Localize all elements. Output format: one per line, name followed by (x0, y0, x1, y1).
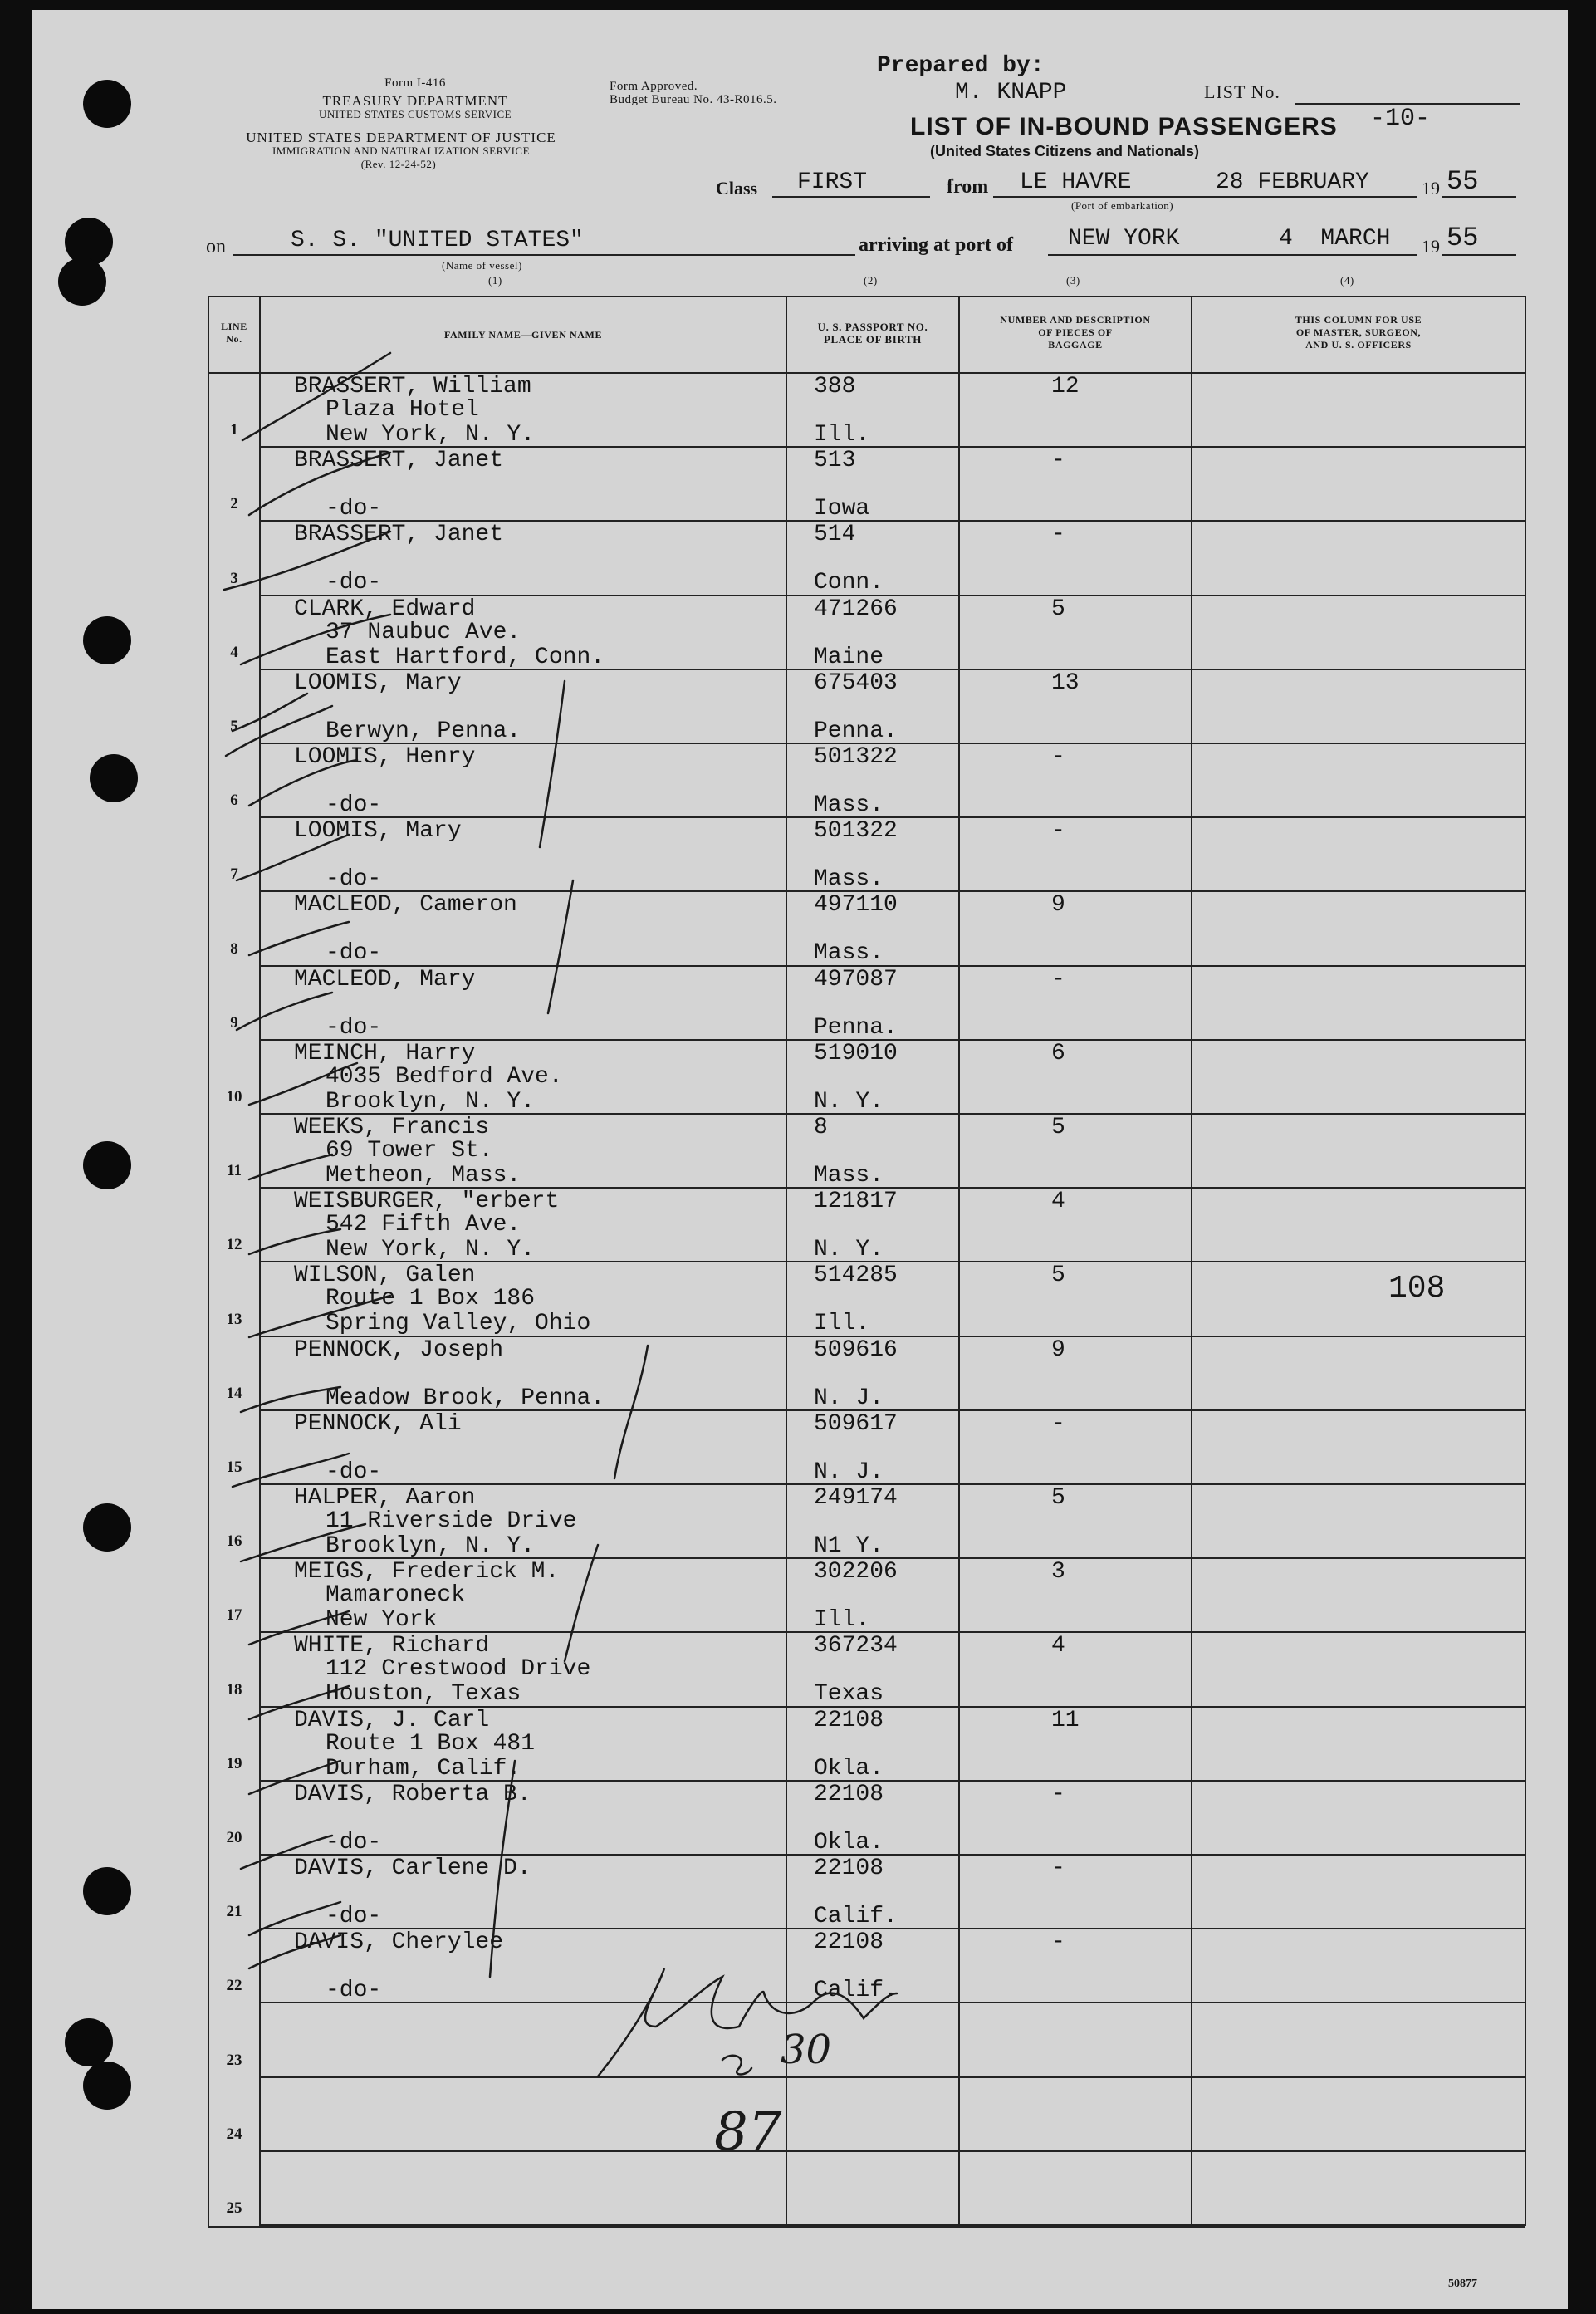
passenger-address-1: 542 Fifth Ave. (326, 1212, 521, 1238)
line-number: 2 (230, 495, 238, 513)
passenger-name: LOOMIS, Mary (294, 669, 462, 696)
passenger-address-2: New York, N. Y. (326, 422, 536, 448)
passenger-address-2: -do- (326, 866, 382, 893)
passport-number: 509616 (814, 1336, 898, 1363)
line-number: 24 (226, 2125, 242, 2143)
place-of-birth: Mass. (814, 866, 884, 893)
passenger-name: LOOMIS, Mary (294, 818, 462, 845)
customs-service: UNITED STATES CUSTOMS SERVICE (318, 108, 512, 120)
baggage-count: 4 (1051, 1189, 1065, 1215)
place-of-birth: Mass. (814, 1163, 884, 1189)
baggage-count: - (1051, 966, 1065, 993)
arrival-date: 4 MARCH (1279, 226, 1391, 252)
signature-scrawl (598, 1968, 897, 2076)
passenger-address-2: -do- (326, 1978, 382, 2004)
form-subtitle: (United States Citizens and Nationals) (930, 143, 1200, 159)
passenger-address-1: 4035 Bedford Ave. (326, 1063, 563, 1090)
from-year-prefix: 19 (1422, 178, 1440, 199)
passport-number: 497087 (814, 966, 898, 993)
passport-number: 22108 (814, 1856, 884, 1881)
check-mark (249, 453, 390, 515)
baggage-count: - (1051, 448, 1065, 474)
place-of-birth: N. J. (814, 1385, 884, 1411)
form-approved: Form Approved. (610, 80, 698, 93)
line-number: 6 (230, 792, 238, 810)
passenger-address-2: East Hartford, Conn. (326, 644, 605, 670)
passenger-address-2: New York (326, 1607, 438, 1634)
passenger-name: HALPER, Aaron (294, 1485, 476, 1511)
baggage-count: - (1051, 522, 1065, 548)
passport-number: 501322 (814, 818, 898, 845)
passenger-address-2: Meadow Brook, Penna. (326, 1385, 605, 1411)
line-number: 3 (230, 569, 238, 587)
check-mark (249, 760, 357, 806)
tally-stroke (614, 1346, 648, 1478)
tally-stroke (565, 1545, 598, 1661)
line-number: 13 (226, 1310, 242, 1328)
tally-stroke (540, 681, 565, 847)
baggage-count: 9 (1051, 1336, 1065, 1363)
passenger-name: MACLEOD, Mary (294, 966, 476, 993)
passenger-address-1: Route 1 Box 186 (326, 1286, 536, 1312)
place-of-birth: N1 Y. (814, 1533, 884, 1559)
passenger-address-1: Plaza Hotel (326, 397, 479, 423)
line-number: 14 (226, 1384, 242, 1402)
passenger-name: BRASSERT, Janet (294, 448, 504, 474)
passenger-name: WHITE, Richard (294, 1633, 490, 1660)
baggage-count: - (1051, 1781, 1065, 1807)
passenger-address-1: 69 Tower St. (326, 1138, 493, 1164)
margin-number: 108 (1388, 1271, 1446, 1307)
baggage-count: 4 (1051, 1633, 1065, 1660)
line-number: 1 (230, 421, 238, 439)
check-mark (249, 1935, 340, 1968)
check-mark (241, 1836, 332, 1869)
place-of-birth: Iowa (814, 496, 870, 522)
passenger-address-2: Metheon, Mass. (326, 1163, 521, 1189)
passport-number: 249174 (814, 1485, 898, 1511)
line-number: 11 (227, 1162, 242, 1180)
line-number: 12 (226, 1236, 242, 1254)
check-mark (249, 1296, 390, 1337)
baggage-count: - (1051, 1856, 1065, 1881)
line-number: 8 (230, 939, 238, 958)
check-mark (237, 835, 349, 880)
check-mark (241, 615, 390, 664)
place-of-birth: N. J. (814, 1459, 884, 1485)
passenger-address-2: -do- (326, 792, 382, 818)
vessel-name: S. S. "UNITED STATES" (291, 228, 584, 253)
passport-number: 121817 (814, 1189, 898, 1215)
place-of-birth: Okla. (814, 1755, 884, 1782)
passenger-address-2: New York, N. Y. (326, 1237, 536, 1263)
place-of-birth: Ill. (814, 1311, 870, 1337)
passport-number: 514285 (814, 1262, 898, 1289)
passenger-address-1: 112 Crestwood Drive (326, 1656, 591, 1683)
line-number: 9 (230, 1013, 238, 1032)
column-2-number: (2) (864, 274, 878, 287)
baggage-count: 11 (1051, 1707, 1080, 1733)
class-value: FIRST (797, 169, 868, 195)
baggage-count: 5 (1051, 1262, 1065, 1289)
baggage-count: - (1051, 1929, 1065, 1956)
baggage-count: - (1051, 1410, 1065, 1437)
footer-code: 50877 (1448, 2277, 1477, 2290)
passenger-address-1: Mamaroneck (326, 1582, 466, 1609)
list-number: -10- (1370, 105, 1431, 133)
list-number-label: LIST No. (1204, 81, 1280, 102)
passport-number: 8 (814, 1115, 828, 1140)
place-of-birth: Maine (814, 644, 884, 670)
baggage-count: 13 (1051, 669, 1080, 696)
passport-number: 388 (814, 374, 856, 400)
column-4-number: (4) (1340, 274, 1354, 287)
handwritten-number: 30 (781, 2027, 832, 2073)
passport-number: 514 (814, 522, 856, 548)
passport-number: 675403 (814, 669, 898, 696)
passenger-name: PENNOCK, Ali (294, 1410, 462, 1437)
line-number: 19 (226, 1754, 242, 1772)
passenger-name: WILSON, Galen (294, 1262, 476, 1289)
header-name: FAMILY NAME—GIVEN NAME (443, 329, 603, 341)
line-number: 10 (226, 1088, 242, 1106)
tally-stroke (490, 1761, 515, 1977)
tally-stroke (548, 880, 573, 1013)
passport-number: 22108 (814, 1929, 884, 1956)
line-number: 18 (226, 1680, 242, 1699)
place-of-birth: Ill. (814, 1607, 870, 1634)
passenger-name: BRASSERT, William (294, 374, 531, 400)
passport-number: 302206 (814, 1559, 898, 1586)
check-mark (249, 1063, 357, 1105)
check-mark (242, 353, 390, 440)
check-mark (249, 1761, 340, 1794)
prepared-by-name: M. KNAPP (955, 80, 1067, 105)
on-label: on (206, 236, 226, 257)
passenger-address-2: Brooklyn, N. Y. (326, 1088, 536, 1115)
passenger-name: DAVIS, J. Carl (294, 1707, 490, 1733)
check-mark (241, 1524, 365, 1561)
place-of-birth: N. Y. (814, 1237, 884, 1263)
passenger-name: MACLEOD, Cameron (294, 892, 517, 919)
place-of-birth: Penna. (814, 1014, 898, 1041)
passenger-name: CLARK, Edward (294, 596, 476, 622)
vessel-caption: (Name of vessel) (442, 259, 522, 272)
from-year: 55 (1447, 166, 1479, 197)
passenger-address-2: -do- (326, 1904, 382, 1929)
passenger-name: BRASSERT, Janet (294, 522, 504, 548)
passenger-address-2: Berwyn, Penna. (326, 718, 521, 744)
header-passport: U. S. PASSPORT NO. PLACE OF BIRTH (817, 321, 928, 346)
check-mark (249, 1686, 349, 1719)
form-number: Form I-416 (384, 76, 446, 90)
column-3-number: (3) (1066, 274, 1080, 287)
passenger-name: DAVIS, Carlene D. (294, 1856, 531, 1881)
justice-department: UNITED STATES DEPARTMENT OF JUSTICE (246, 130, 556, 145)
line-number: 20 (226, 1829, 242, 1846)
passenger-address-2: -do- (326, 1459, 382, 1485)
passenger-name: WEEKS, Francis (294, 1115, 490, 1140)
place-of-birth: Calif. (814, 1978, 898, 2004)
place-of-birth: Texas (814, 1681, 884, 1708)
line-number: 17 (226, 1606, 242, 1625)
header-baggage: NUMBER AND DESCRIPTION OF PIECES OF BAGGAGE (1000, 314, 1151, 351)
from-port: LE HAVRE (1020, 169, 1132, 195)
check-mark (224, 532, 390, 590)
treasury-department: TREASURY DEPARTMENT (322, 93, 508, 109)
line-number: 23 (226, 2051, 242, 2069)
from-label: from (947, 176, 989, 198)
class-label: Class (716, 178, 758, 199)
passport-number: 22108 (814, 1781, 884, 1807)
place-of-birth: Ill. (814, 422, 870, 448)
passenger-name: WEISBURGER, "erbert (294, 1189, 560, 1215)
check-mark (237, 993, 332, 1030)
passenger-address-2: Durham, Calif. (326, 1755, 521, 1782)
line-number: 22 (226, 1977, 242, 1995)
passenger-address-2: -do- (326, 940, 382, 967)
handwritten-number: 87 (714, 2101, 782, 2163)
immigration-service: IMMIGRATION AND NATURALIZATION SERVICE (272, 145, 531, 157)
passport-number: 501322 (814, 744, 898, 770)
line-number: 16 (226, 1532, 242, 1551)
place-of-birth: Mass. (814, 792, 884, 818)
baggage-count: 3 (1051, 1559, 1065, 1586)
passenger-name: DAVIS, Cherylee (294, 1929, 504, 1956)
check-mark (249, 1611, 349, 1645)
passenger-address-1: Route 1 Box 481 (326, 1730, 536, 1757)
check-mark (233, 694, 307, 731)
passenger-name: MEIGS, Frederick M. (294, 1559, 560, 1586)
line-number: 7 (230, 865, 238, 884)
passenger-address-2: Spring Valley, Ohio (326, 1311, 591, 1337)
baggage-count: 6 (1051, 1040, 1065, 1066)
passenger-address-2: -do- (326, 1014, 382, 1041)
passenger-address-2: -do- (326, 570, 382, 596)
header-officers: THIS COLUMN FOR USE OF MASTER, SURGEON, AND U. S. OFFICERS (1295, 314, 1422, 351)
passport-number: 513 (814, 448, 856, 474)
place-of-birth: N. Y. (814, 1088, 884, 1115)
passenger-name: MEINCH, Harry (294, 1040, 476, 1066)
prepared-by-label: Prepared by: (877, 53, 1045, 79)
place-of-birth: Okla. (814, 1829, 884, 1856)
line-number: 15 (226, 1459, 242, 1476)
check-mark (249, 1902, 340, 1935)
check-mark (249, 1229, 340, 1254)
line-number: 25 (226, 2199, 242, 2217)
place-of-birth: Mass. (814, 940, 884, 967)
place-of-birth: Penna. (814, 718, 898, 744)
passenger-name: LOOMIS, Henry (294, 744, 476, 770)
revision-date: (Rev. 12-24-52) (360, 158, 437, 170)
passenger-name: DAVIS, Roberta B. (294, 1781, 531, 1807)
place-of-birth: Conn. (814, 570, 884, 596)
header-line-no: LINE No. (221, 321, 247, 345)
arrival-year: 55 (1447, 223, 1479, 253)
check-mark (226, 706, 332, 756)
passport-number: 22108 (814, 1707, 884, 1733)
arrival-year-prefix: 19 (1422, 236, 1440, 257)
check-mark (241, 1387, 340, 1412)
passenger-address-2: -do- (326, 1829, 382, 1856)
budget-bureau: Budget Bureau No. 43-R016.5. (610, 93, 777, 106)
passenger-address-1: 37 Naubuc Ave. (326, 619, 521, 645)
baggage-count: 5 (1051, 1485, 1065, 1511)
baggage-count: - (1051, 818, 1065, 845)
form-title: LIST OF IN-BOUND PASSENGERS (910, 113, 1338, 140)
arriving-label: arriving at port of (859, 234, 1013, 256)
passport-number: 497110 (814, 892, 898, 919)
baggage-count: 12 (1051, 374, 1080, 400)
embarkation-caption: (Port of embarkation) (1071, 199, 1174, 212)
baggage-count: 9 (1051, 892, 1065, 919)
signature-scrawl (722, 2056, 751, 2075)
column-1-number: (1) (488, 274, 502, 287)
from-date: 28 FEBRUARY (1216, 169, 1369, 195)
passenger-name: PENNOCK, Joseph (294, 1336, 504, 1363)
passport-number: 367234 (814, 1633, 898, 1660)
passport-number: 519010 (814, 1040, 898, 1066)
baggage-count: 5 (1051, 1115, 1065, 1140)
place-of-birth: Calif. (814, 1904, 898, 1929)
line-number: 21 (226, 1903, 242, 1921)
baggage-count: - (1051, 744, 1065, 770)
passenger-address-2: Brooklyn, N. Y. (326, 1533, 536, 1559)
passenger-address-1: 11 Riverside Drive (326, 1508, 577, 1534)
check-mark (233, 1454, 349, 1487)
check-mark (249, 1155, 332, 1179)
passport-number: 509617 (814, 1410, 898, 1437)
passenger-address-2: -do- (326, 496, 382, 522)
passenger-address-2: Houston, Texas (326, 1681, 521, 1708)
check-mark (249, 922, 349, 955)
arrival-port: NEW YORK (1068, 226, 1180, 252)
line-number: 5 (230, 718, 238, 735)
passport-number: 471266 (814, 596, 898, 622)
baggage-count: 5 (1051, 596, 1065, 622)
line-number: 4 (230, 643, 238, 661)
